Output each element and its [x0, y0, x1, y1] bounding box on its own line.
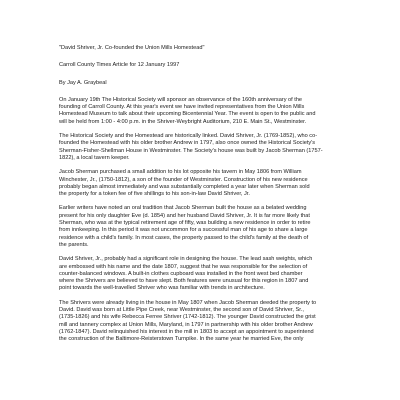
- paragraph-line: where the Shrivers are believed to have slept. Both features were unusual for this region in 1807 and: [59, 278, 309, 285]
- paragraph-line: 1822), a local tavern keeper.: [59, 154, 130, 161]
- paragraph-line: The Shrivers were already living in the house in May 1807 when Jacob Sherman deeded the property to: [59, 299, 317, 306]
- paragraph-line: Earlier writers have noted an oral tradition that Jacob Sherman built the house as a belated wedding: [59, 205, 307, 212]
- paragraph-line: the property for a token fee of five shillings to his son-in-law David Shriver, Jr.: [59, 191, 250, 198]
- article-title: "David Shriver, Jr. Co-founded the Union Mills Homestead": [59, 45, 205, 51]
- paragraph-line: the construction of the Baltimore-Reisterstown Turnpike. In the same year he married Eve, the only: [59, 336, 304, 343]
- paragraph-line: founded the Homestead with his older brother Andrew in 1797, also once owned the Historical Society's: [59, 140, 316, 147]
- article-byline: By Jay A. Graybeal: [59, 79, 107, 86]
- article-paragraphs: [59, 97, 351, 344]
- paragraph-line: point towards the well-travelled Shriver who was familiar with trends in architecture.: [59, 285, 265, 292]
- paragraph-line: David Shriver, Jr., probably had a significant role in designing the house. The lead sash weights, which: [59, 256, 313, 263]
- spacer: [59, 87, 351, 97]
- paragraph-line: residence with a child's family. In most cases, the property passed to the child's family at the death of: [59, 234, 309, 241]
- paragraph-line: Winchester, Jr., (1750-1812), a son of the founder of Westminster. Construction of his new residence: [59, 176, 308, 183]
- paragraph-line: The Historical Society and the Homestead are historically linked. David Shriver, Jr. (1769-1852), who co-: [59, 133, 318, 140]
- paragraph-line: from innkeeping. In this period it was not uncommon for a successful man of his age to share a large: [59, 227, 308, 234]
- paragraph: [59, 133, 351, 162]
- paragraph-line: Sherman-Fisher-Shellman House in Westminster. The Society's house was built by Jacob Sherman (1757-: [59, 147, 323, 154]
- paragraph-line: counter-balanced windows. A built-in clothes cupboard was installed in the front west bed chamber: [59, 270, 303, 277]
- paragraph-line: mill and tannery complex at Union Mills, Maryland, in 1797 in partnership with his older brother Andrew: [59, 321, 313, 328]
- paragraph-line: David. David was born at Little Pipe Creek, near Westminster, the second son of David Shriver, Sr.,: [59, 307, 304, 314]
- paragraph: [59, 300, 351, 344]
- paragraph: [59, 169, 351, 198]
- paragraph-line: Sherman, who was at the typical retirement age of fifty, was building a new residence in order to retire: [59, 220, 311, 227]
- paragraph-line: On January 19th The Historical Society will sponsor an observance of the 160th anniversary of the: [59, 96, 303, 103]
- paragraph-line: (1762-1847). David relinquished his interest in the mill in 1803 to accept an appointment to superintend: [59, 328, 314, 335]
- spacer: [59, 70, 351, 80]
- paragraph-line: probably began almost immediately and was substantially completed a year later when Sherman sold: [59, 183, 310, 190]
- article-source: Carroll County Times Article for 12 January 1997: [59, 62, 180, 69]
- spacer: [59, 52, 351, 62]
- paragraph-line: Homestead Museum to talk about their upcoming Bicentennial Year. The event is open to the public and: [59, 111, 316, 118]
- paragraph-line: (1735-1826) and his wife Rebecca Ferree Shriver (1742-1812). The younger David constructed the grist: [59, 314, 316, 321]
- paragraph-line: will be held from 1:00 - 4:00 p.m. in the Shriver-Weybright Auditorium, 210 E. Main St., Westminster.: [59, 118, 307, 125]
- paragraph: [59, 97, 351, 126]
- paragraph-line: are embossed with his name and the date 1807, suggest that he was responsible for the selection of: [59, 263, 308, 270]
- paragraph-line: Jacob Sherman purchased a small addition to his lot opposite his tavern in May 1806 from William: [59, 169, 302, 176]
- paragraph-line: founding of Carroll County. At this year's event we have invited representatives from the Union Mills: [59, 104, 305, 111]
- paragraph: [59, 205, 351, 249]
- paragraph-line: the parents.: [59, 241, 89, 248]
- paragraph: [59, 256, 351, 292]
- paragraph-line: present for his only daughter Eve (d. 1854) and her husband David Shriver, Jr. It is far more likely that: [59, 212, 310, 219]
- article-body: [59, 45, 351, 351]
